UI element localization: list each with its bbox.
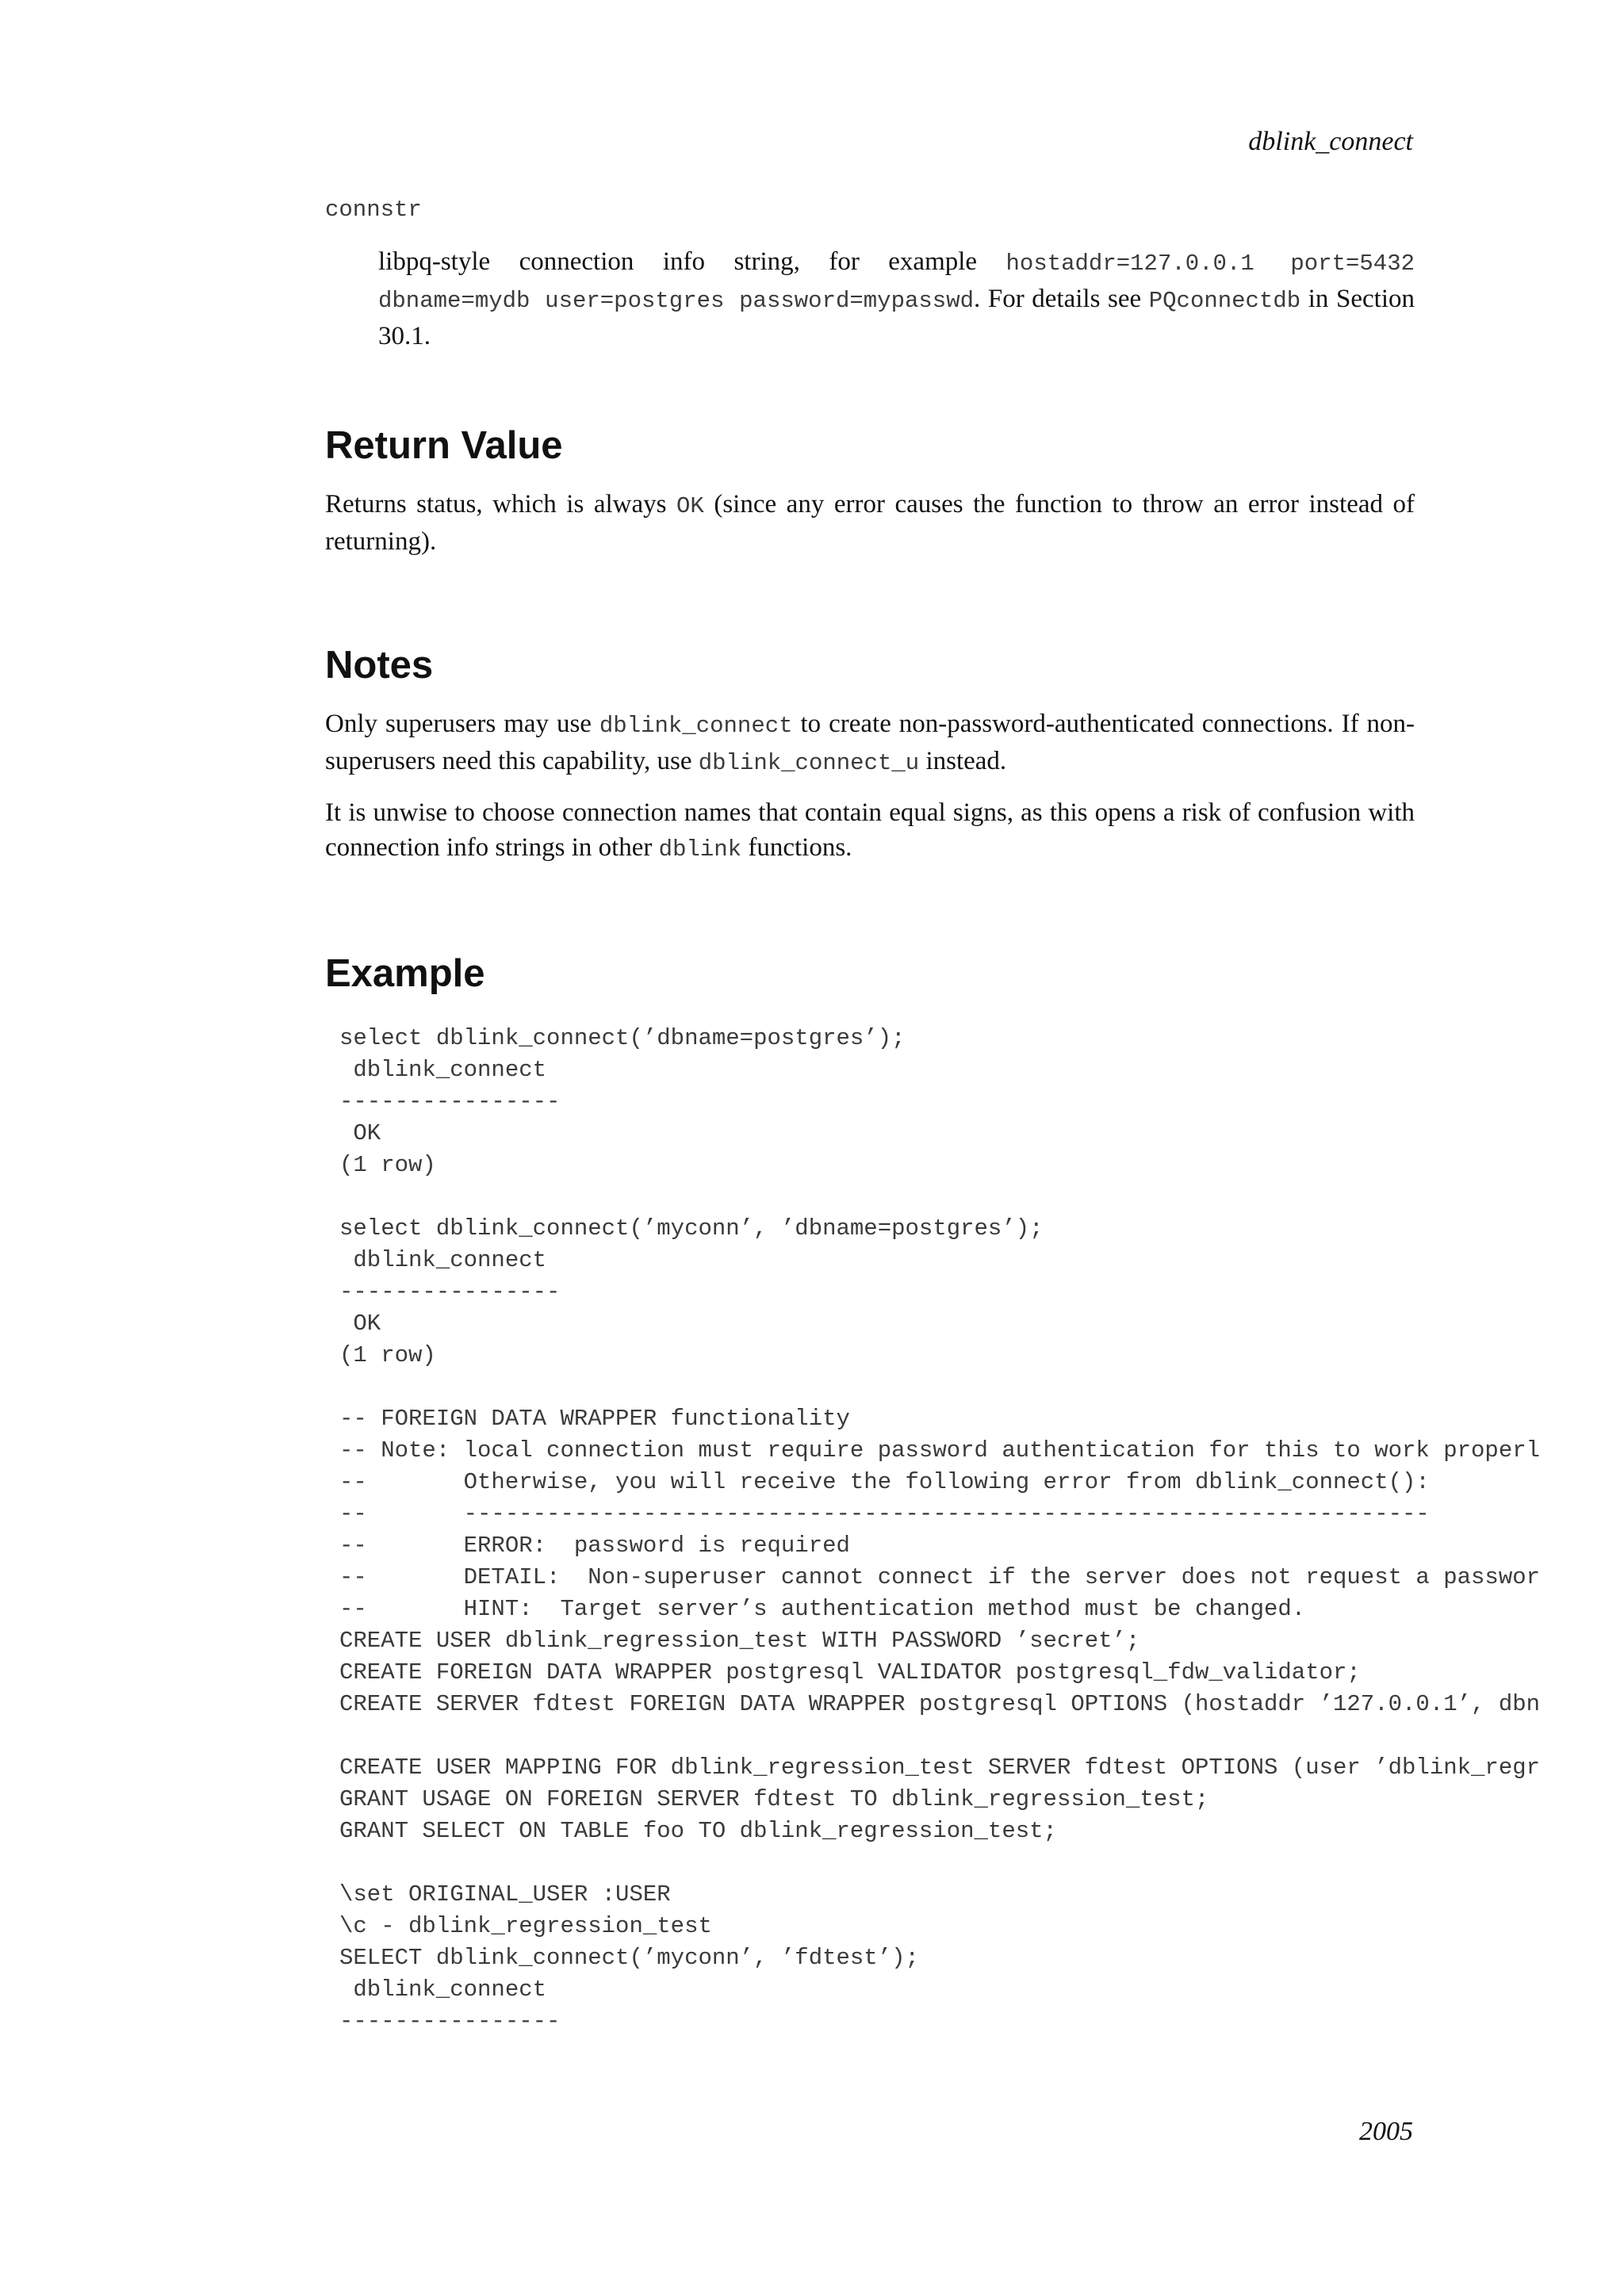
code-line: ----------------: [339, 2008, 561, 2034]
return-value-text-1: Returns status, which is always: [325, 490, 677, 519]
notes-p1-text-3: instead.: [919, 747, 1007, 775]
return-value-text-2: (since any error causes the function to throw an error instead of returning).: [325, 490, 1415, 556]
notes-p2-text-2: functions.: [741, 833, 852, 862]
code-line: -- Otherwise, you will receive the following error from dblink_connect():: [339, 1469, 1430, 1495]
code-line: dblink_connect: [339, 1247, 547, 1273]
code-line: -- HINT: Target server’s authentication method must be changed.: [339, 1596, 1306, 1622]
page-content: [325, 192, 1541, 2038]
pqconnectdb-code: PQconnectdb: [1148, 288, 1301, 314]
connstr-example-code: hostaddr=127.0.0.1 port=5432 dbname=mydb user=postgres password=mypasswd: [378, 251, 1415, 314]
code-line: \c - dblink_regression_test: [339, 1913, 712, 1939]
ok-code: OK: [676, 493, 704, 519]
code-line: ----------------: [339, 1279, 561, 1305]
code-line: GRANT USAGE ON FOREIGN SERVER fdtest TO dblink_regression_test;: [339, 1786, 1209, 1812]
code-line: -- ERROR: password is required: [339, 1533, 850, 1559]
code-line: OK: [339, 1120, 381, 1146]
code-line: CREATE USER dblink_regression_test WITH PASSWORD ’secret’;: [339, 1628, 1140, 1654]
notes-paragraph-2: [325, 795, 1415, 867]
connstr-def-text-3: in Section 30.1.: [378, 285, 1415, 350]
code-line: CREATE USER MAPPING FOR dblink_regression_test SERVER fdtest OPTIONS (user ’dblink_regr: [339, 1755, 1541, 1781]
code-line: [339, 1847, 1624, 1879]
connstr-def-text-2: . For details see: [974, 285, 1149, 313]
code-line: CREATE SERVER fdtest FOREIGN DATA WRAPPER postgresql OPTIONS (hostaddr ’127.0.0.1’, dbn: [339, 1691, 1541, 1717]
notes-p2-text-1: It is unwise to choose connection names that contain equal signs, as this opens a risk of confusion with connection info strings in other: [325, 798, 1415, 862]
code-line: ----------------: [339, 1089, 561, 1115]
code-line: (1 row): [339, 1152, 436, 1178]
dblink-connect-u-code: dblink_connect_u: [698, 750, 920, 776]
code-line: -- FOREIGN DATA WRAPPER functionality: [339, 1406, 850, 1432]
running-header-title: dblink_connect: [1248, 127, 1413, 156]
notes-paragraph-1: [325, 706, 1415, 781]
parameter-term-connstr: connstr: [325, 197, 422, 223]
notes-p1-text-1: Only superusers may use: [325, 710, 599, 738]
code-line: [339, 1372, 1624, 1403]
dblink-code: dblink: [658, 836, 742, 863]
code-line: (1 row): [339, 1342, 436, 1368]
code-line: -- ----------------------------------------------------------------------: [339, 1501, 1430, 1527]
code-line: CREATE FOREIGN DATA WRAPPER postgresql VALIDATOR postgresql_fdw_validator;: [339, 1659, 1361, 1686]
dblink-connect-code: dblink_connect: [599, 713, 793, 739]
return-value-paragraph: [325, 487, 1415, 559]
code-line: -- Note: local connection must require password authentication for this to work properl: [339, 1437, 1541, 1464]
code-line: SELECT dblink_connect(’myconn’, ’fdtest’);: [339, 1945, 919, 1971]
code-line: \set ORIGINAL_USER :USER: [339, 1881, 671, 1908]
code-line: OK: [339, 1311, 381, 1337]
notes-p1-text-2: to create non-password-authenticated connections. If non-superusers need this capability, use: [325, 710, 1415, 775]
code-line: select dblink_connect(’myconn’, ’dbname=postgres’);: [339, 1215, 1044, 1242]
code-line: -- DETAIL: Non-superuser cannot connect if the server does not request a passwor: [339, 1564, 1541, 1590]
code-line: [339, 1181, 1624, 1213]
example-code-block: [339, 1023, 1624, 2038]
code-line: dblink_connect: [339, 1976, 547, 2003]
code-line: select dblink_connect(’dbname=postgres’);: [339, 1025, 906, 1051]
page-number: 2005: [1359, 2117, 1413, 2146]
parameter-definition-connstr: [378, 244, 1415, 354]
heading-return-value: Return Value: [325, 424, 563, 467]
code-line: [339, 1720, 1624, 1752]
code-line: dblink_connect: [339, 1057, 547, 1083]
heading-example: Example: [325, 952, 485, 995]
code-line: GRANT SELECT ON TABLE foo TO dblink_regression_test;: [339, 1818, 1057, 1844]
connstr-def-text-1: libpq-style connection info string, for example: [378, 247, 1006, 276]
heading-notes: Notes: [325, 644, 434, 687]
